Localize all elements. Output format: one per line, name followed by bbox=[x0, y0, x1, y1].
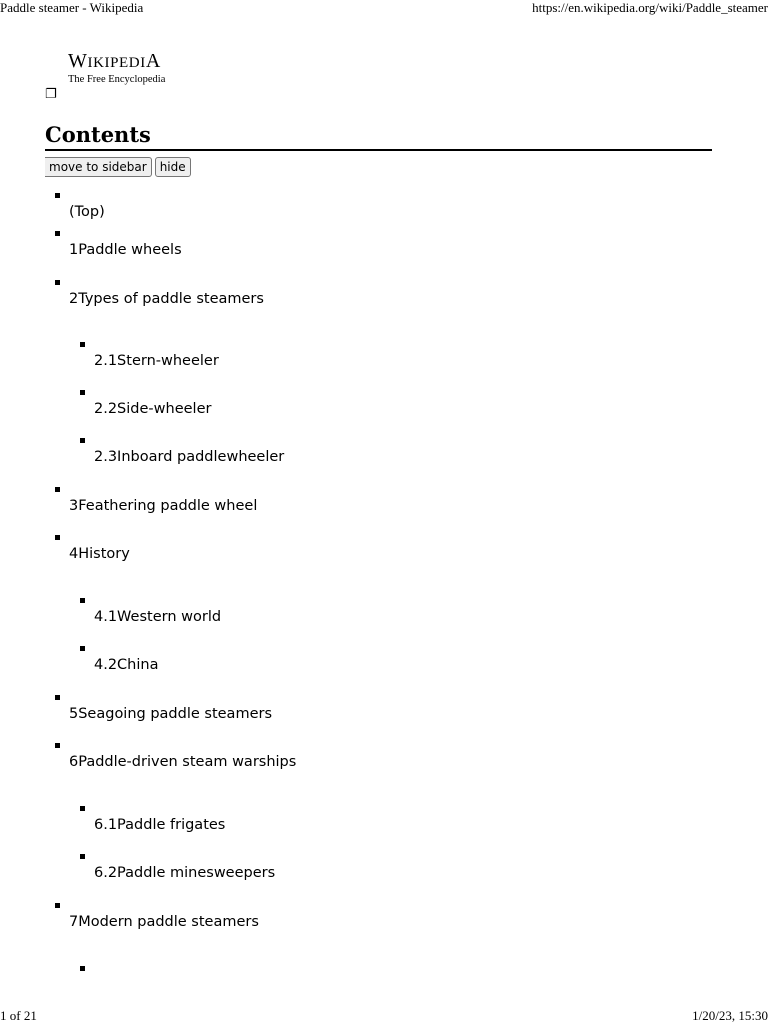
toc-link-6[interactable]: 6Paddle-driven steam warships bbox=[69, 754, 297, 770]
logo-wordmark: WIKIPEDIA bbox=[68, 50, 161, 72]
toc-link-7[interactable]: 7Modern paddle steamers bbox=[69, 914, 259, 930]
bullet-icon bbox=[55, 231, 60, 236]
print-footer bbox=[0, 1008, 768, 1024]
toc-link-1[interactable]: 1Paddle wheels bbox=[69, 242, 182, 258]
toc-link-2[interactable]: 2Types of paddle steamers bbox=[69, 291, 264, 307]
bullet-icon bbox=[80, 438, 85, 443]
logo-tagline: The Free Encyclopedia bbox=[68, 74, 166, 85]
wikipedia-logo[interactable] bbox=[68, 50, 192, 86]
toc-link-2-1[interactable]: 2.1Stern-wheeler bbox=[94, 353, 219, 369]
bullet-icon bbox=[55, 903, 60, 908]
bullet-icon bbox=[80, 854, 85, 859]
bullet-icon bbox=[80, 342, 85, 347]
toc-link-4[interactable]: 4History bbox=[69, 546, 130, 562]
toc-link-6-2[interactable]: 6.2Paddle minesweepers bbox=[94, 865, 276, 881]
bullet-icon bbox=[55, 743, 60, 748]
bullet-icon bbox=[55, 280, 60, 285]
print-header-title: Paddle steamer - Wikipedia bbox=[0, 0, 144, 15]
toc-button-group bbox=[45, 157, 191, 177]
bullet-icon bbox=[55, 535, 60, 540]
bullet-icon bbox=[55, 695, 60, 700]
toc-link-6-1[interactable]: 6.1Paddle frigates bbox=[94, 817, 226, 833]
print-footer-page: 1 of 21 bbox=[0, 1008, 37, 1023]
toc-link-3[interactable]: 3Feathering paddle wheel bbox=[69, 498, 258, 514]
bullet-icon bbox=[80, 806, 85, 811]
print-footer-datetime: 1/20/23, 15:30 bbox=[692, 1008, 768, 1023]
toc-link-4-2[interactable]: 4.2China bbox=[94, 657, 159, 673]
hide-toc-button[interactable]: hide bbox=[155, 157, 191, 177]
toc-link-4-1[interactable]: 4.1Western world bbox=[94, 609, 222, 625]
bullet-icon bbox=[80, 966, 85, 971]
bullet-icon bbox=[80, 598, 85, 603]
bullet-icon bbox=[55, 193, 60, 198]
bullet-icon bbox=[80, 390, 85, 395]
toc-link-top[interactable]: (Top) bbox=[69, 204, 105, 220]
contents-heading: Contents bbox=[45, 121, 712, 151]
print-header bbox=[0, 0, 768, 16]
bullet-icon bbox=[80, 646, 85, 651]
bullet-icon bbox=[55, 487, 60, 492]
main-menu-checkbox[interactable]: ❐ bbox=[45, 87, 57, 102]
move-to-sidebar-button[interactable]: move to sidebar bbox=[45, 157, 152, 177]
print-header-url: https://en.wikipedia.org/wiki/Paddle_steamer bbox=[532, 0, 768, 15]
toc-link-2-2[interactable]: 2.2Side-wheeler bbox=[94, 401, 212, 417]
toc-link-2-3[interactable]: 2.3Inboard paddlewheeler bbox=[94, 449, 285, 465]
toc-link-5[interactable]: 5Seagoing paddle steamers bbox=[69, 706, 273, 722]
